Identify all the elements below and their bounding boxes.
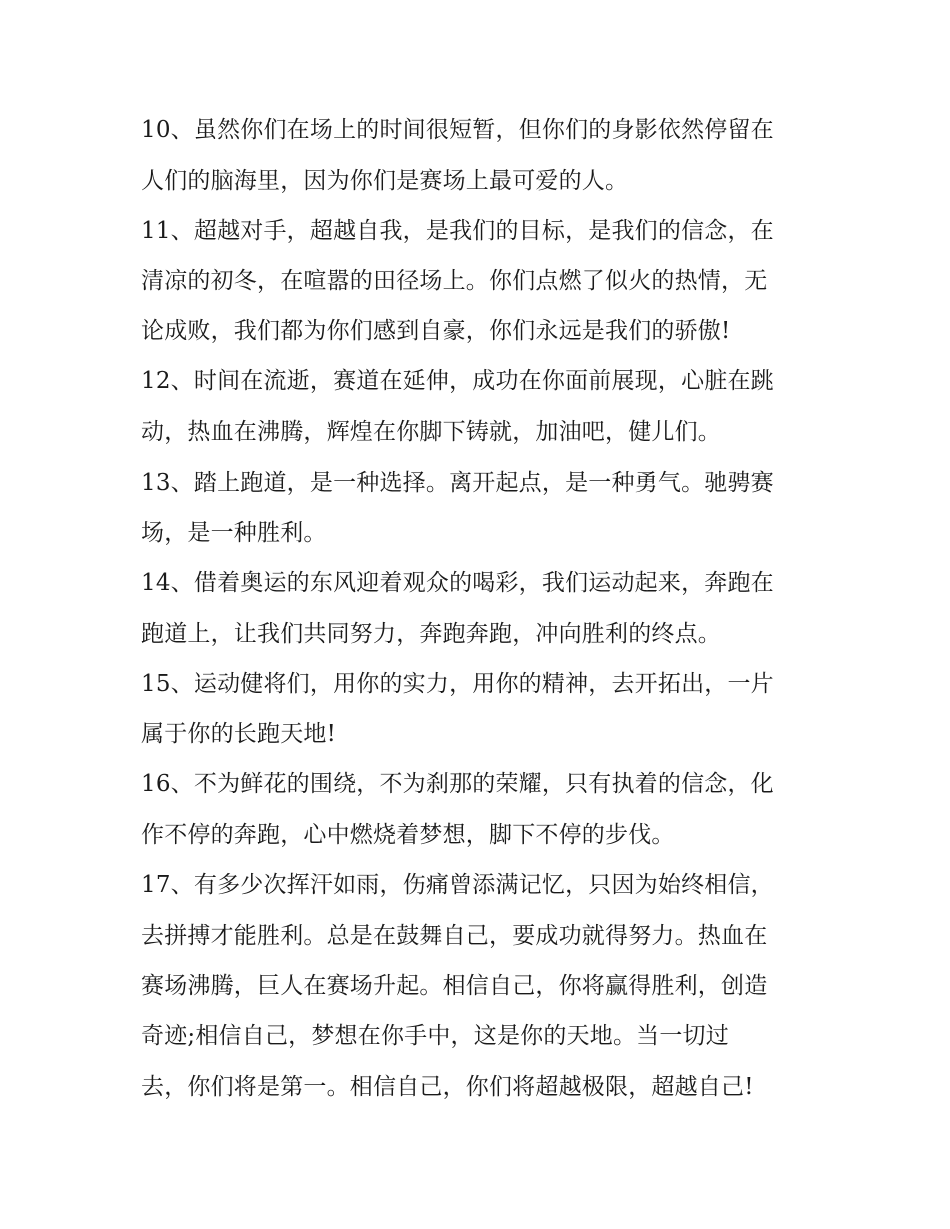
text-line: 去拼搏才能胜利。总是在鼓舞自己，要成功就得努力。热血在 bbox=[141, 923, 768, 949]
text-line: 奇迹;相信自己，梦想在你手中，这是你的天地。当一切过 bbox=[141, 1023, 729, 1049]
text-line: 12、时间在流逝，赛道在延伸，成功在你面前展现，心脏在跳 bbox=[141, 368, 774, 394]
text-line: 属于你的长跑天地! bbox=[141, 721, 337, 747]
text-line: 11、超越对手，超越自我，是我们的目标，是我们的信念，在 bbox=[141, 218, 774, 244]
text-line: 去，你们将是第一。相信自己，你们将超越极限，超越自己! bbox=[141, 1074, 754, 1100]
text-line: 场，是一种胜利。 bbox=[141, 520, 327, 546]
text-line: 动，热血在沸腾，辉煌在你脚下铸就，加油吧，健儿们。 bbox=[141, 419, 721, 445]
text-line: 论成败，我们都为你们感到自豪，你们永远是我们的骄傲! bbox=[141, 318, 731, 344]
text-line: 17、有多少次挥汗如雨，伤痛曾添满记忆，只因为始终相信， bbox=[141, 872, 774, 898]
text-line: 13、踏上跑道，是一种选择。离开起点，是一种勇气。驰骋赛 bbox=[141, 470, 774, 496]
text-line: 16、不为鲜花的围绕，不为刹那的荣耀，只有执着的信念，化 bbox=[141, 771, 774, 797]
text-line: 15、运动健将们，用你的实力，用你的精神，去开拓出，一片 bbox=[141, 671, 774, 697]
text-line: 10、虽然你们在场上的时间很短暂，但你们的身影依然停留在 bbox=[141, 117, 774, 143]
text-line: 跑道上，让我们共同努力，奔跑奔跑，冲向胜利的终点。 bbox=[141, 621, 721, 647]
text-line: 作不停的奔跑，心中燃烧着梦想，脚下不停的步伐。 bbox=[141, 822, 675, 848]
text-line: 赛场沸腾，巨人在赛场升起。相信自己，你将赢得胜利，创造 bbox=[141, 973, 768, 999]
text-line: 人们的脑海里，因为你们是赛场上最可爱的人。 bbox=[141, 168, 629, 194]
text-line: 14、借着奥运的东风迎着观众的喝彩，我们运动起来，奔跑在 bbox=[141, 570, 774, 596]
text-line: 清凉的初冬，在喧嚣的田径场上。你们点燃了似火的热情，无 bbox=[141, 268, 768, 294]
